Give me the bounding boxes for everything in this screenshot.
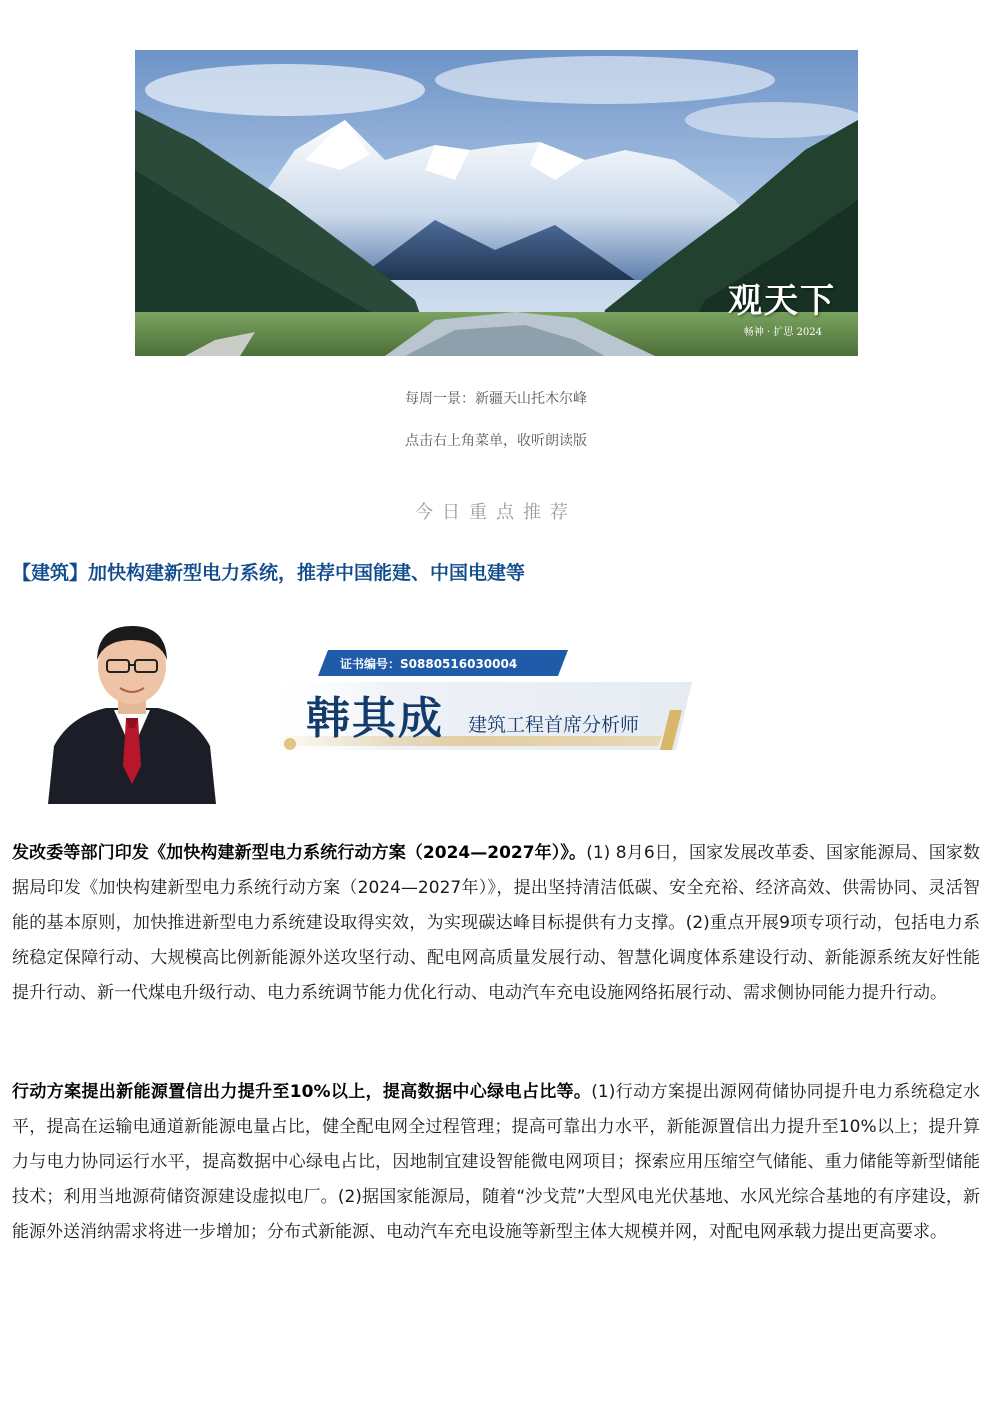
photo-caption: 每周一景：新疆天山托木尔峰 xyxy=(405,391,587,407)
hero-landscape-image xyxy=(135,50,858,356)
analyst-role: 建筑工程首席分析师 xyxy=(468,714,640,736)
analyst-photo xyxy=(40,616,224,804)
article-title[interactable]: 【建筑】加快构建新型电力系统，推荐中国能建、中国电建等 xyxy=(12,562,526,584)
section-label: 今日重点推荐 xyxy=(415,502,577,523)
paragraph-1-lead: 发改委等部门印发《加快构建新型电力系统行动方案（2024—2027年）》。 xyxy=(12,843,587,863)
paragraph-1 xyxy=(12,836,980,1011)
analyst-name-banner xyxy=(262,676,692,756)
cert-number-tag xyxy=(318,650,568,676)
cert-number: 证书编号：S0880516030004 xyxy=(340,657,518,671)
paragraph-2-body: (1)行动方案提出源网荷储协同提升电力系统稳定水平，提高在运输电通道新能源电量占比，健全配电网全过程管理；提高可靠出力水平，新能源置信出力提升至10%以上；提升算力与电力协同运行水平，提高数据中心绿电占比，因地制宜建设智能微电网项目；探索应用压缩空气储能、重力储能等新型储能技术；利用当地源荷储资源建设虚拟电厂。(2)据国家能源局，随着“沙戈荒”大型风电光伏基地、水风光综合基地的有序建设，新能源外送消纳需求将进一步增加；分布式新能源、电动汽车充电设施等新型主体大规模并网，对配电网承载力提出更高要求。 xyxy=(12,1082,980,1242)
analyst-name: 韩其成 xyxy=(306,693,444,744)
hero-logo-subtitle: 畅神 · 扩思 2024 xyxy=(743,327,822,338)
hero-logo-title: 观天下 xyxy=(728,281,836,321)
paragraph-2 xyxy=(12,1075,980,1250)
analyst-portrait xyxy=(40,616,224,804)
paragraph-1-body: (1) 8月6日，国家发展改革委、国家能源局、国家数据局印发《加快构建新型电力系统行动方案（2024—2027年）》，提出坚持清洁低碳、安全充裕、经济高效、供需协同、灵活智能的基本原则，加快推进新型电力系统建设取得实效，为实现碳达峰目标提供有力支撑。(2)重点开展9项专项行动，包括电力系统稳定保障行动、大规模高比例新能源外送攻坚行动、配电网高质量发展行动、智慧化调度体系建设行动、新能源系统友好性能提升行动、新一代煤电升级行动、电力系统调节能力优化行动、电动汽车充电设施网络拓展行动、需求侧协同能力提升行动。 xyxy=(12,843,980,1003)
paragraph-2-lead: 行动方案提出新能源置信出力提升至10%以上，提高数据中心绿电占比等。 xyxy=(12,1082,592,1102)
listen-hint: 点击右上角菜单，收听朗读版 xyxy=(405,433,587,449)
